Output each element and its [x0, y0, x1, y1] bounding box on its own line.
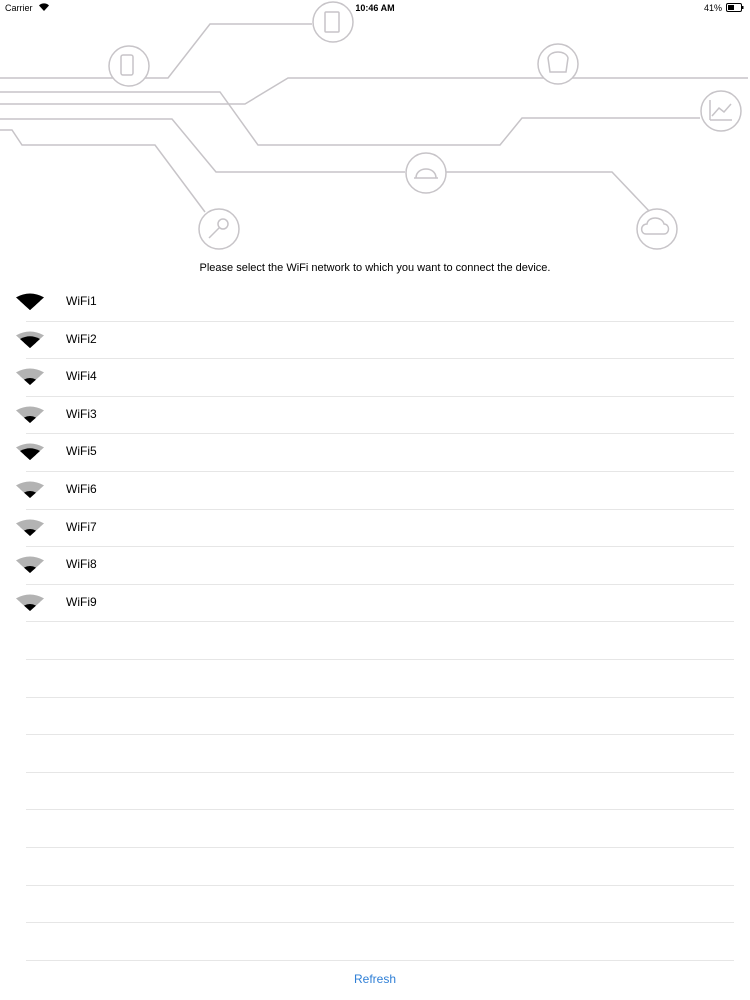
wifi-signal-icon — [16, 328, 44, 352]
empty-table-row — [26, 660, 734, 698]
wifi-signal-icon — [16, 365, 44, 389]
empty-table-row — [26, 810, 734, 848]
network-name: WiFi5 — [66, 444, 97, 459]
wifi-network-list — [0, 284, 750, 961]
wifi-signal-icon — [16, 516, 44, 540]
wifi-network-row[interactable] — [26, 547, 734, 585]
wifi-signal-icon — [16, 403, 44, 427]
wifi-signal-icon — [16, 290, 44, 314]
wifi-network-row[interactable] — [26, 322, 734, 360]
empty-table-row — [26, 622, 734, 660]
empty-table-row — [26, 886, 734, 924]
header-circuit-illustration — [0, 0, 750, 260]
wifi-network-row[interactable] — [26, 510, 734, 548]
wifi-signal-icon — [16, 591, 44, 615]
wifi-signal-icon — [16, 553, 44, 577]
wifi-network-row[interactable] — [26, 472, 734, 510]
network-name: WiFi6 — [66, 481, 97, 496]
instruction-text: Please select the WiFi network to which you want to connect the device. — [199, 262, 551, 274]
empty-table-row — [26, 848, 734, 886]
wifi-signal-icon — [16, 478, 44, 502]
carrier-label: Carrier — [5, 3, 33, 13]
empty-table-row — [26, 735, 734, 773]
network-name: WiFi8 — [66, 557, 97, 572]
wifi-network-row[interactable] — [26, 284, 734, 322]
wifi-network-row[interactable] — [26, 434, 734, 472]
empty-table-row — [26, 923, 734, 961]
network-name: WiFi9 — [66, 594, 97, 609]
network-name: WiFi7 — [66, 519, 97, 534]
wifi-signal-icon — [16, 440, 44, 464]
network-name: WiFi2 — [66, 331, 97, 346]
refresh-button[interactable]: Refresh — [353, 972, 397, 986]
wifi-network-row[interactable] — [26, 397, 734, 435]
wifi-network-row[interactable] — [26, 585, 734, 623]
network-name: WiFi1 — [66, 294, 97, 308]
empty-table-row — [26, 698, 734, 736]
wifi-network-row[interactable] — [26, 359, 734, 397]
clock: 10:46 AM — [355, 3, 395, 13]
battery-percentage: 41% — [703, 3, 722, 13]
network-name: WiFi4 — [66, 369, 97, 384]
empty-table-row — [26, 773, 734, 811]
network-name: WiFi3 — [66, 406, 97, 421]
